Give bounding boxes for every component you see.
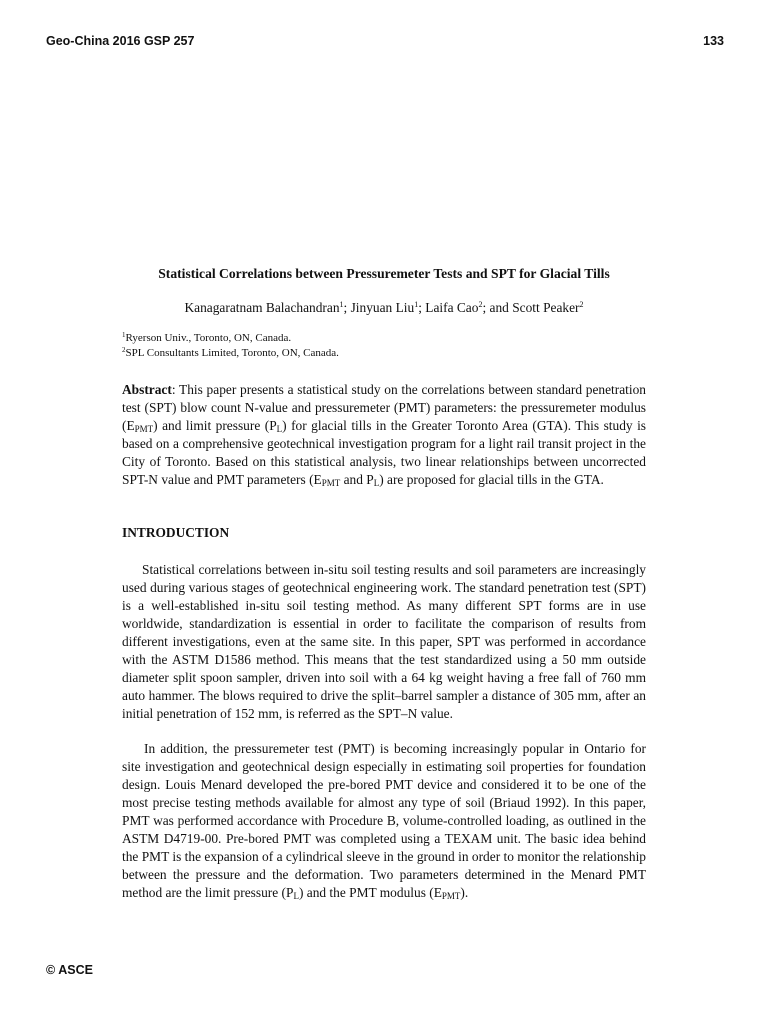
affiliation-marker: 1 [339, 300, 344, 309]
intro-paragraph-1: Statistical correlations between in-situ soil testing results and soil parameters are increasingly used during various stages of geotechnical engineering work. The standard penetration test (SPT) is a well-established in-situ soil testing method. As many different SPT forms are in use worldwide, standardization is essential in order to facilitate the comparison of results from different investigations, even at the same site. In this paper, SPT was performed in accordance with the ASTM D1586 method. This means that the test standardized using a 50 mm outside diameter split spoon sampler, driven into soil with a 64 kg weight having a free fall of 760 mm auto hammer. The blows required to drive the split–barrel sampler a distance of 305 mm, after an initial penetration of 152 mm, is referred as the SPT–N value. [122, 562, 646, 721]
paper-title: Statistical Correlations between Pressuremeter Tests and SPT for Glacial Tills [158, 266, 610, 281]
paragraph-text: ) and the PMT modulus (E [298, 885, 442, 900]
intro-paragraph-2 [122, 740, 646, 902]
author-name: Jinyuan Liu [350, 300, 415, 315]
affiliation [122, 331, 339, 346]
author-separator: ; [343, 300, 351, 315]
subscript: L [276, 424, 283, 434]
page-number: 133 [703, 34, 724, 48]
affiliation-number: 1 [122, 331, 126, 339]
author-separator: ; [418, 300, 426, 315]
paragraph-text: In addition, the pressuremeter test (PMT) is becoming increasingly popular in Ontario for site investigation and geotechnical design especially in estimating soil properties for foundation design. Louis Menard developed the pre-bored PMT device and considered it to be one of the most precise testing methods available for almost any type of soil (Briaud 1992). In this paper, PMT was performed accordance with Procedure B, volume-controlled loading, as outlined in the ASTM D4719-00. Pre-bored PMT was completed using a TEXAM unit. The basic idea behind the PMT is the expansion of a cylindrical sleeve in the ground in order to monitor the relationship between the pressure and the deformation. Two parameters determined in the Menard PMT method are the limit pressure (P [122, 741, 646, 900]
affiliation-text: SPL Consultants Limited, Toronto, ON, Canada. [125, 347, 339, 359]
subscript: L [373, 478, 380, 488]
subscript: PMT [134, 424, 154, 434]
section-heading: INTRODUCTION [122, 525, 230, 540]
author-list [0, 300, 768, 316]
running-header: Geo-China 2016 GSP 257 [46, 34, 195, 48]
author-name: Laifa Cao [425, 300, 479, 315]
author-name: Scott Peaker [512, 300, 580, 315]
abstract-text: and P [340, 472, 374, 487]
abstract-text: ) are proposed for glacial tills in the GTA. [379, 472, 604, 487]
affiliation-text: Ryerson Univ., Toronto, ON, Canada. [125, 332, 292, 344]
subscript: L [293, 891, 299, 901]
abstract-text: ) for glacial tills in the Greater Toronto Area (GTA). This study is based on a comprehensive geotechnical investigation program for a light rail transit project in the City of Toronto. Based on this statistical analysis, two linear relationships between uncorrected SPT-N value and PMT parameters (E [122, 418, 647, 487]
abstract-text: ) and limit pressure (P [153, 418, 277, 433]
abstract-label: Abstract [122, 382, 172, 397]
subscript: PMT [441, 891, 461, 901]
affiliation [122, 346, 339, 361]
affiliation-marker: 1 [414, 300, 419, 309]
author-name: Kanagaratnam Balachandran [184, 300, 340, 315]
affiliation-marker: 2 [579, 300, 584, 309]
paragraph-text: ). [460, 885, 469, 900]
affiliation-number: 2 [122, 346, 126, 354]
subscript: PMT [321, 478, 341, 488]
abstract-text: : This paper presents a statistical study on the correlations between standard penetration test (SPT) blow count N-value and pressuremeter (PMT) parameters: the pressuremeter modulus (E [122, 382, 646, 433]
affiliation-list [122, 331, 339, 361]
abstract [122, 381, 646, 489]
affiliation-marker: 2 [478, 300, 483, 309]
author-separator: ; and [482, 300, 513, 315]
copyright-footer: © ASCE [46, 963, 93, 977]
